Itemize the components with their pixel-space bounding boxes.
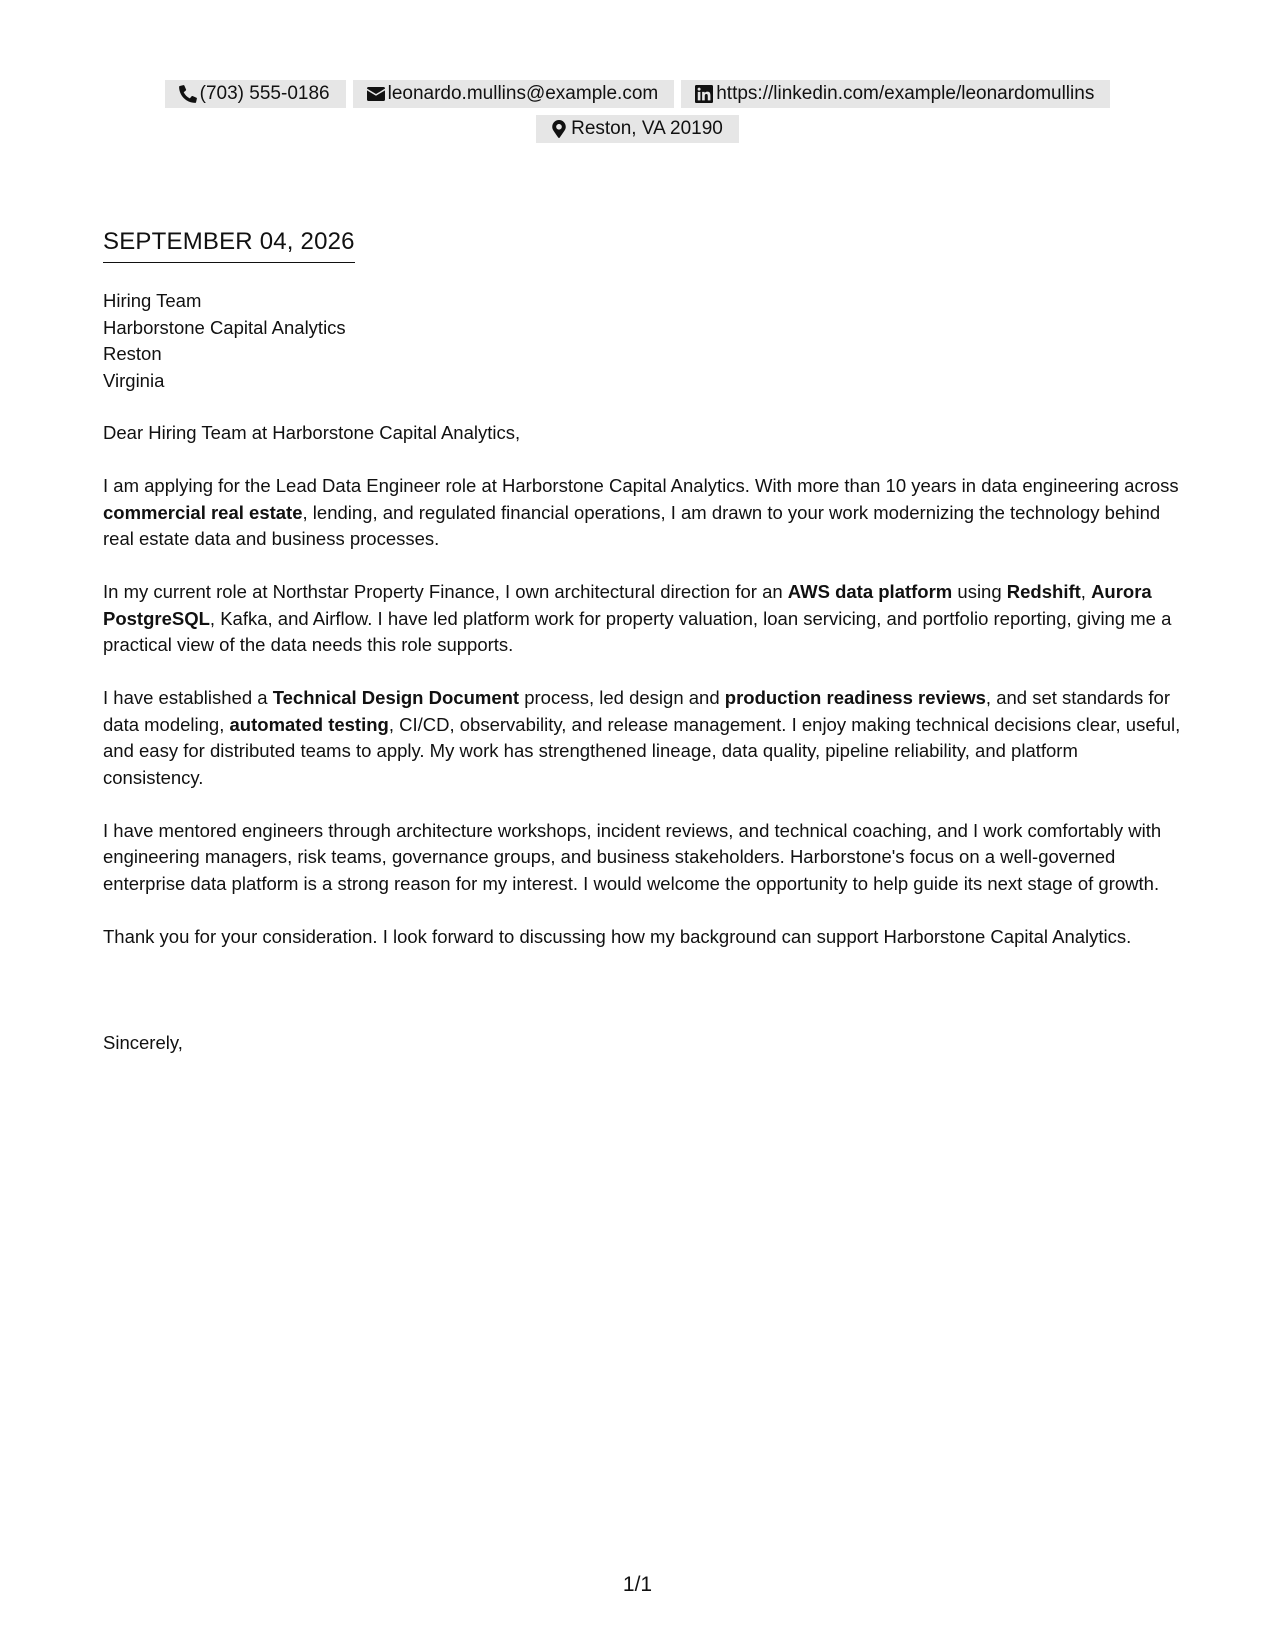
letter-body: [103, 420, 1183, 977]
recipient-company: Harborstone Capital Analytics: [103, 316, 346, 338]
linkedin-chip: [681, 80, 1110, 108]
recipient-block: [103, 288, 346, 394]
closing: Sincerely,: [103, 1032, 183, 1053]
email-chip: [353, 80, 675, 108]
location-chip: [536, 115, 739, 143]
paragraph-1: I am applying for the Lead Data Engineer role at Harborstone Capital Analytics. With more than 10 years in data engineering across commercial real estate, lending, and regulated financial operations, I am drawn to your work modernizing the technology behind real estate data and business processes.: [103, 475, 1179, 549]
map-marker-icon: [550, 120, 568, 138]
recipient-city: Reston: [103, 343, 162, 364]
paragraph-4: I have mentored engineers through architecture workshops, incident reviews, and technical coaching, and I work comfortably with engineering managers, risk teams, governance groups, and business stakeholders. Harborstone's focus on a well-governed enterprise data platform is a strong reason for my interest. I would welcome the opportunity to help guide its next stage of growth.: [103, 819, 1162, 894]
phone-text: (703) 555-0186: [199, 83, 330, 104]
location-text: Reston, VA 20190: [571, 118, 723, 139]
email-link[interactable]: leonardo.mullins@example.com: [387, 83, 659, 104]
paragraph-5: Thank you for your consideration. I look forward to discussing how my background can support Harborstone Capital Analytics.: [103, 925, 1132, 947]
salutation: Dear Hiring Team at Harborstone Capital Analytics,: [103, 422, 521, 443]
contact-bar-second-row: [0, 115, 1275, 143]
paragraph-3: I have established a Technical Design Document process, led design and production readiness reviews, and set standards for data modeling, automated testing, CI/CD, observability, and release management. I enjoy making technical decisions clear, useful, and easy for distributed teams to apply. My work has strengthened lineage, data quality, pipeline reliability, and platform consistency.: [103, 687, 1181, 788]
envelope-icon: [367, 85, 385, 103]
recipient-name: Hiring Team: [103, 290, 202, 311]
recipient-state: Virginia: [103, 369, 165, 391]
page-number: 1/1: [622, 1573, 653, 1596]
linkedin-link[interactable]: https://linkedin.com/example/leonardomullins: [716, 83, 1095, 104]
phone-chip: [165, 80, 346, 108]
contact-bar: [0, 80, 1275, 108]
letter-date: SEPTEMBER 04, 2026: [103, 228, 355, 263]
paragraph-2: In my current role at Northstar Property Finance, I own architectural direction for an AWS data platform using Redshift, Aurora PostgreSQL, Kafka, and Airflow. I have led platform work for property valuation, loan servicing, and portfolio reporting, giving me a practical view of the data needs this role supports.: [103, 581, 1172, 655]
linkedin-icon: [695, 85, 713, 103]
phone-icon: [179, 85, 197, 103]
